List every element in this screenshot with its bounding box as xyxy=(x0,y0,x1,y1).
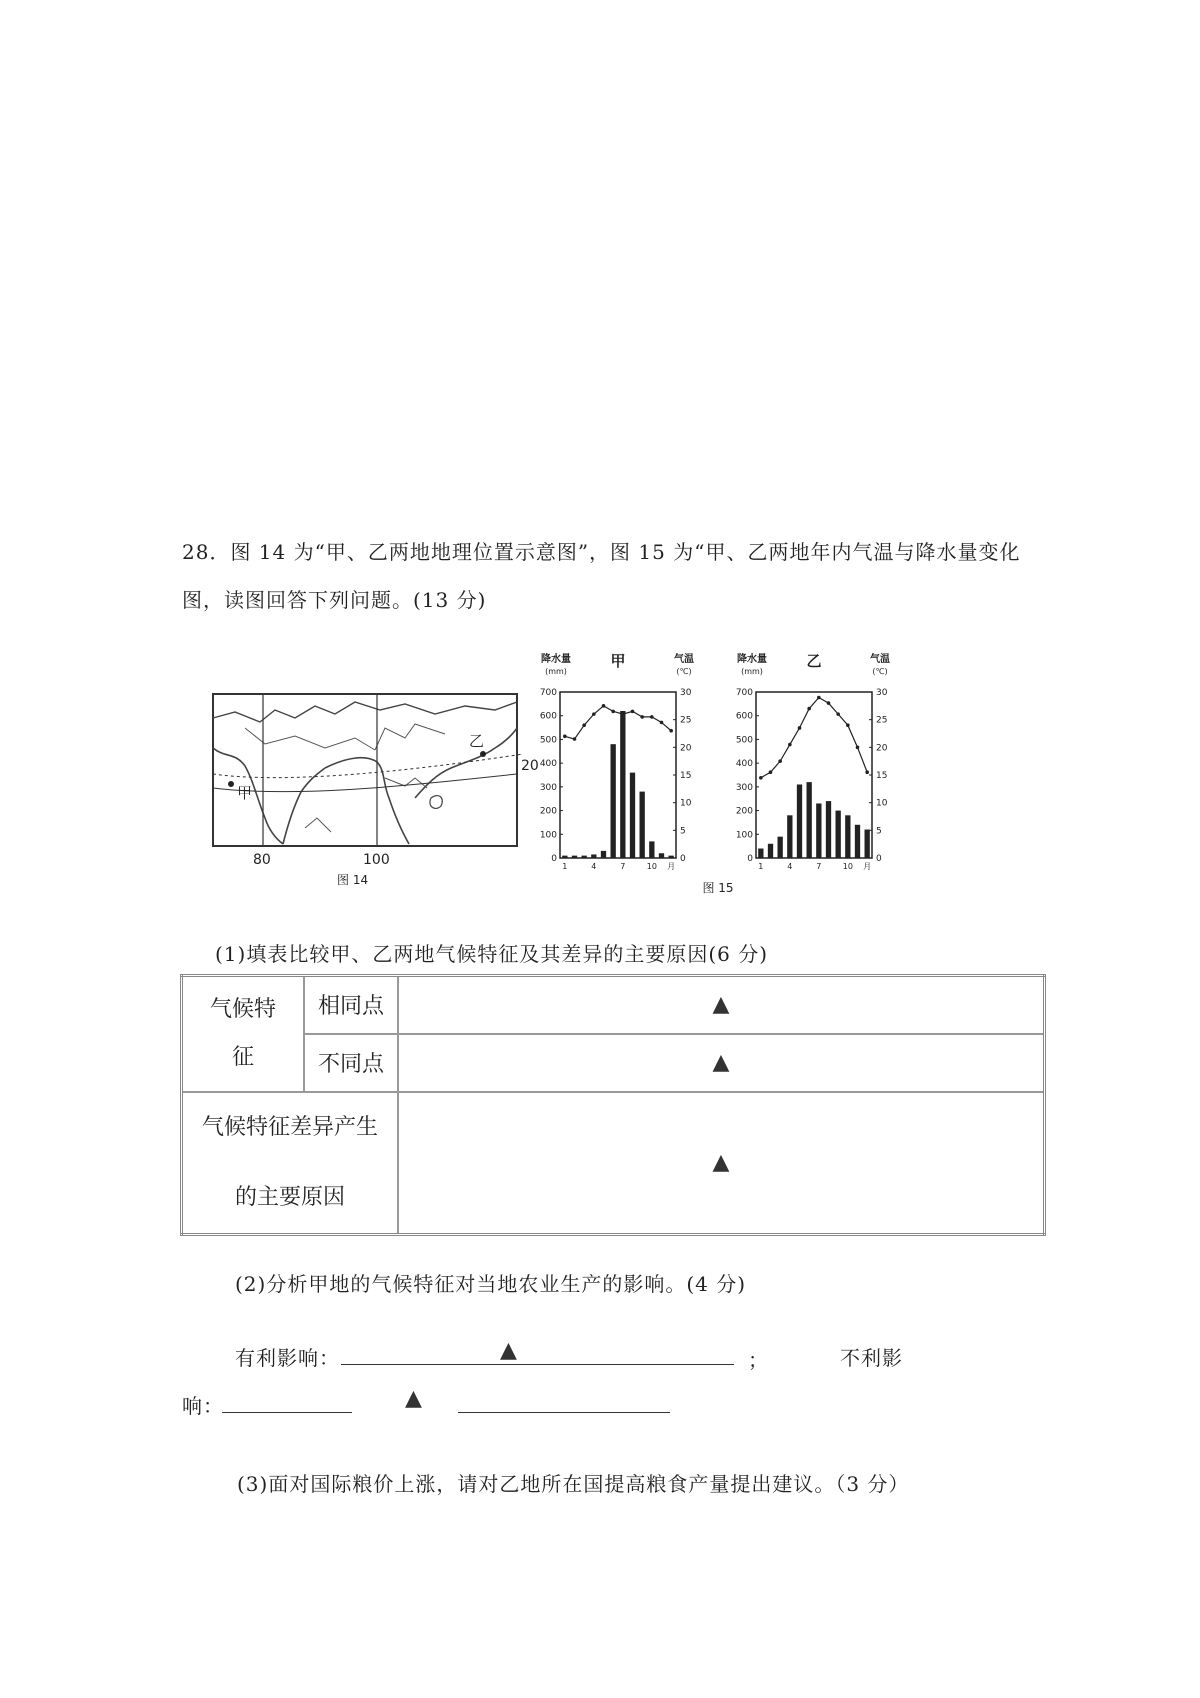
reason-answer-cell[interactable] xyxy=(398,1092,1045,1235)
unfavorable-label-a: 不利影 xyxy=(840,1346,903,1370)
ytick-left-label: 500 xyxy=(735,735,753,746)
precip-bar xyxy=(640,792,645,858)
ytick-right-label: 30 xyxy=(680,688,692,698)
ytick-left-label: 200 xyxy=(539,806,557,817)
ytick-right-label: 15 xyxy=(876,771,888,781)
precip-bar xyxy=(826,801,831,858)
ytick-right-label: 0 xyxy=(876,854,882,864)
map-frame xyxy=(213,694,517,846)
temp-point xyxy=(856,746,860,750)
climate-feature-label: 气候特 征 xyxy=(182,976,305,1092)
ytick-left-label: 700 xyxy=(539,688,557,698)
temp-point xyxy=(650,715,654,719)
location-map xyxy=(205,688,539,888)
precip-bar xyxy=(572,856,577,858)
ylabel-left: 降水量 xyxy=(737,654,767,665)
unfavorable-answer-mark: ▲ xyxy=(405,1386,422,1411)
ytick-right-label: 10 xyxy=(876,798,888,809)
label-jia: 甲 xyxy=(237,784,253,802)
chart-title: 乙 xyxy=(806,652,822,670)
ytick-right-label: 0 xyxy=(680,854,686,864)
climate-charts xyxy=(528,652,908,897)
precip-bar xyxy=(649,841,654,858)
temp-point xyxy=(846,723,850,727)
temp-point xyxy=(778,759,782,763)
ytick-left-label: 100 xyxy=(735,830,753,841)
ytick-right-label: 30 xyxy=(876,688,888,698)
temp-point xyxy=(563,734,567,738)
xtick-label: 10 xyxy=(646,862,657,871)
xtick-label: 1 xyxy=(562,862,568,871)
temp-point xyxy=(611,710,615,714)
temp-point xyxy=(807,707,811,711)
question-line-2: 图，读图回答下列问题。(13 分) xyxy=(182,588,487,612)
same-label: 相同点 xyxy=(304,976,398,1034)
precip-bar xyxy=(778,837,783,858)
chart-jia xyxy=(540,652,694,871)
ytick-left-label: 400 xyxy=(735,759,753,770)
favorable-answer-mark: ▲ xyxy=(500,1338,517,1363)
precip-bar xyxy=(591,854,596,858)
ytick-right-label: 25 xyxy=(876,715,888,726)
ytick-left-label: 500 xyxy=(539,735,557,746)
ytick-left-label: 300 xyxy=(735,782,753,793)
ytick-right-label: 5 xyxy=(680,826,686,837)
label-lon-80: 80 xyxy=(253,852,271,868)
precip-bar xyxy=(659,853,664,858)
ytick-left-label: 100 xyxy=(539,830,557,841)
part3-prompt: (3)面对国际粮价上涨，请对乙地所在国提高粮食产量提出建议。（3 分） xyxy=(237,1472,910,1496)
temp-point xyxy=(621,712,625,716)
unfavorable-label-b: 响： xyxy=(182,1394,224,1418)
chart-title: 甲 xyxy=(610,652,626,670)
point-jia xyxy=(228,781,234,787)
precip-bar xyxy=(787,815,792,858)
temp-point xyxy=(798,726,802,730)
temp-point xyxy=(827,701,831,705)
label-lat-20: 20 xyxy=(521,758,539,774)
ytick-left-label: 0 xyxy=(747,854,753,864)
xtick-label: 1 xyxy=(758,862,764,871)
temp-point xyxy=(769,770,773,774)
ylabel-left-unit: (mm) xyxy=(741,667,763,676)
unfavorable-answer-line-2[interactable] xyxy=(458,1412,670,1413)
answer-mark: ▲ xyxy=(712,992,730,1018)
temp-point xyxy=(788,743,792,747)
temp-point xyxy=(582,723,586,727)
precip-bar xyxy=(601,851,606,858)
diff-label: 不同点 xyxy=(304,1034,398,1092)
ytick-left-label: 700 xyxy=(735,688,753,698)
figure15-caption: 图 15 xyxy=(702,881,734,895)
same-answer-cell[interactable] xyxy=(398,976,1045,1034)
temp-point xyxy=(631,710,635,714)
precip-bar xyxy=(816,803,821,858)
ylabel-right-unit: (℃) xyxy=(676,667,692,676)
diff-answer-cell[interactable] xyxy=(398,1034,1045,1092)
temp-point xyxy=(836,712,840,716)
ytick-right-label: 20 xyxy=(876,743,888,754)
ytick-left-label: 600 xyxy=(539,711,557,722)
answer-mark: ▲ xyxy=(712,1150,730,1175)
precip-bar xyxy=(630,773,635,858)
precip-bar xyxy=(865,830,870,858)
favorable-label: 有利影响： xyxy=(235,1346,340,1370)
xtick-label: 7 xyxy=(620,862,626,871)
ytick-right-label: 20 xyxy=(680,743,692,754)
ytick-right-label: 15 xyxy=(680,771,692,781)
temp-point xyxy=(669,729,673,733)
precip-bar xyxy=(758,849,763,858)
temp-point xyxy=(660,721,664,725)
ylabel-right: 气温 xyxy=(674,654,694,665)
label-lon-100: 100 xyxy=(363,852,390,868)
temp-point xyxy=(592,712,596,716)
xtick-label: 月 xyxy=(667,862,676,871)
reason-label: 气候特征差异产生 的主要原因 xyxy=(182,1092,399,1235)
precip-bar xyxy=(562,856,567,858)
xtick-label: 7 xyxy=(816,862,822,871)
precip-bar xyxy=(807,782,812,858)
ylabel-right: 气温 xyxy=(870,654,890,665)
plot-frame xyxy=(560,692,676,858)
ytick-right-label: 10 xyxy=(680,798,692,809)
temp-point xyxy=(602,704,606,708)
ytick-right-label: 5 xyxy=(876,826,882,837)
xtick-label: 4 xyxy=(787,862,793,871)
ytick-left-label: 300 xyxy=(539,782,557,793)
temp-point xyxy=(640,715,644,719)
precip-bar xyxy=(582,856,587,858)
part2-prompt: (2)分析甲地的气候特征对当地农业生产的影响。(4 分) xyxy=(235,1272,747,1296)
plot-frame xyxy=(756,692,872,858)
temp-point xyxy=(865,770,869,774)
precip-bar xyxy=(611,744,616,858)
precip-bar xyxy=(768,844,773,858)
ytick-left-label: 0 xyxy=(551,854,557,864)
semicolon: ； xyxy=(748,1348,769,1372)
ylabel-left: 降水量 xyxy=(541,654,571,665)
temp-point xyxy=(759,776,763,780)
unfavorable-answer-line-1[interactable] xyxy=(222,1412,352,1413)
precip-bar xyxy=(669,856,674,858)
precip-bar xyxy=(836,811,841,858)
temp-point xyxy=(817,696,821,700)
favorable-answer-line[interactable] xyxy=(341,1364,734,1365)
answer-mark: ▲ xyxy=(712,1050,730,1075)
question-line-1: 28．图 14 为“甲、乙两地地理位置示意图”，图 15 为“甲、乙两地年内气温与降水量变化 xyxy=(182,540,1021,564)
comparison-table xyxy=(180,974,1046,1236)
precip-bar xyxy=(855,825,860,858)
precip-bar xyxy=(845,815,850,858)
part1-prompt: (1)填表比较甲、乙两地气候特征及其差异的主要原因(6 分) xyxy=(215,942,769,966)
xtick-label: 10 xyxy=(842,862,853,871)
label-yi: 乙 xyxy=(469,732,485,750)
precip-bar xyxy=(797,784,802,858)
ylabel-right-unit: (℃) xyxy=(872,667,888,676)
ytick-left-label: 400 xyxy=(539,759,557,770)
ytick-left-label: 200 xyxy=(735,806,753,817)
ytick-right-label: 25 xyxy=(680,715,692,726)
chart-yi xyxy=(736,652,890,871)
map-caption: 图 14 xyxy=(337,873,369,887)
temp-point xyxy=(573,737,577,741)
ylabel-left-unit: (mm) xyxy=(545,667,567,676)
xtick-label: 月 xyxy=(863,862,872,871)
precip-bar xyxy=(620,711,625,858)
point-yi xyxy=(480,751,486,757)
ytick-left-label: 600 xyxy=(735,711,753,722)
xtick-label: 4 xyxy=(591,862,597,871)
